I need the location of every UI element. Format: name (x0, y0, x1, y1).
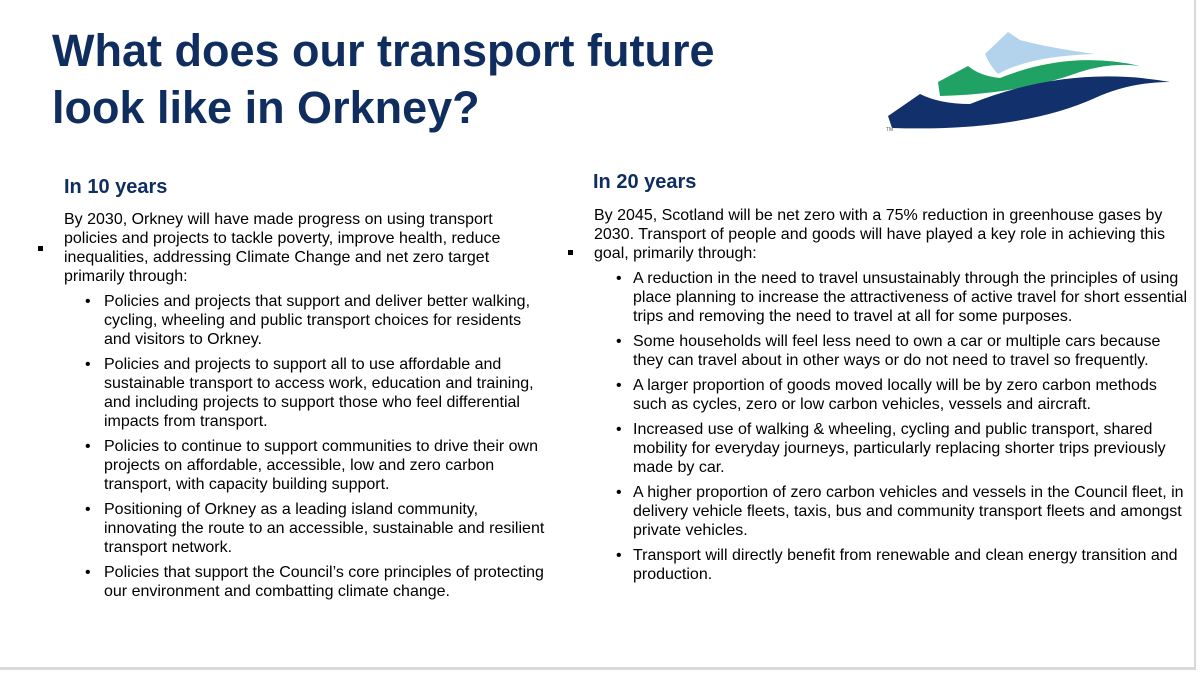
ten-year-heading: In 10 years (64, 176, 168, 198)
twenty-year-main-bullet (568, 206, 1188, 584)
square-bullet-icon (38, 246, 43, 251)
ten-year-column (38, 175, 548, 601)
bullet-icon: • (85, 356, 91, 373)
bullet-icon: • (85, 501, 91, 518)
list-item (85, 355, 548, 431)
slide-title (52, 22, 772, 136)
svg-text:TM: TM (886, 127, 894, 133)
square-bullet-icon (568, 250, 573, 255)
list-item (85, 437, 548, 494)
ten-year-main-bullet (38, 210, 548, 601)
bullet-icon: • (616, 547, 622, 564)
list-item (616, 332, 1188, 370)
list-item-text: Increased use of walking & wheeling, cycling and public transport, shared mobility for everyday journeys, particularly replacing shorter trips previously made by car. (633, 421, 1166, 476)
ten-year-intro: By 2030, Orkney will have made progress on using transport policies and projects to tackle poverty, improve health, reduce inequalities, addressing Climate Change and net zero target primarily through: (64, 211, 501, 285)
list-item-text: Transport will directly benefit from renewable and clean energy transition and production. (633, 547, 1178, 583)
list-item (616, 376, 1188, 414)
bullet-icon: • (616, 377, 622, 394)
list-item (85, 500, 548, 557)
list-item-text: Policies and projects that support and deliver better walking, cycling, wheeling and public transport choices for residents and visitors to Orkney. (104, 293, 531, 348)
twenty-year-list (616, 269, 1188, 584)
list-item-text: A reduction in the need to travel unsustainably through the principles of using place planning to increase the attractiveness of active travel for short essential trips and removing the need to travel at all for some purposes. (633, 270, 1188, 325)
list-item (616, 420, 1188, 477)
list-item (85, 563, 548, 601)
bullet-icon: • (616, 333, 622, 350)
list-item-text: Some households will feel less need to own a car or multiple cars because they can travel about in other ways or do not need to travel so frequently. (633, 333, 1161, 369)
ten-year-list (85, 292, 548, 601)
bullet-icon: • (616, 421, 622, 438)
bullet-icon: • (85, 293, 91, 310)
list-item (616, 269, 1188, 326)
bullet-icon: • (85, 564, 91, 581)
twenty-year-column (568, 170, 1188, 584)
bullet-icon: • (616, 270, 622, 287)
bullet-icon: • (85, 438, 91, 455)
title-text: What does our transport future look like in Orkney? (52, 25, 715, 133)
list-item-text: Positioning of Orkney as a leading island community, innovating the route to an accessible, sustainable and resilient transport network. (104, 501, 545, 556)
list-item (616, 483, 1188, 540)
twenty-year-intro: By 2045, Scotland will be net zero with a 75% reduction in greenhouse gases by 2030. Transport of people and goods will have played a key role in achieving this goal, primarily through: (594, 207, 1166, 262)
list-item-text: A larger proportion of goods moved locally will be by zero carbon methods such as cycles, zero or low carbon vehicles, vessels and aircraft. (633, 377, 1157, 413)
list-item-text: Policies to continue to support communities to drive their own projects on affordable, accessible, low and zero carbon transport, with capacity building support. (104, 438, 538, 493)
twenty-year-heading: In 20 years (593, 171, 697, 193)
list-item-text: A higher proportion of zero carbon vehicles and vessels in the Council fleet, in delivery vehicle fleets, taxis, bus and community transport fleets and amongst private vehicles. (633, 484, 1184, 539)
list-item-text: Policies and projects to support all to use affordable and sustainable transport to access work, education and training, and including projects to support those who feel differential impacts from transport. (104, 356, 534, 430)
list-item (616, 546, 1188, 584)
list-item-text: Policies that support the Council’s core principles of protecting our environment and combatting climate change. (104, 564, 544, 600)
list-item (85, 292, 548, 349)
logo-icon (880, 24, 1180, 134)
bullet-icon: • (616, 484, 622, 501)
